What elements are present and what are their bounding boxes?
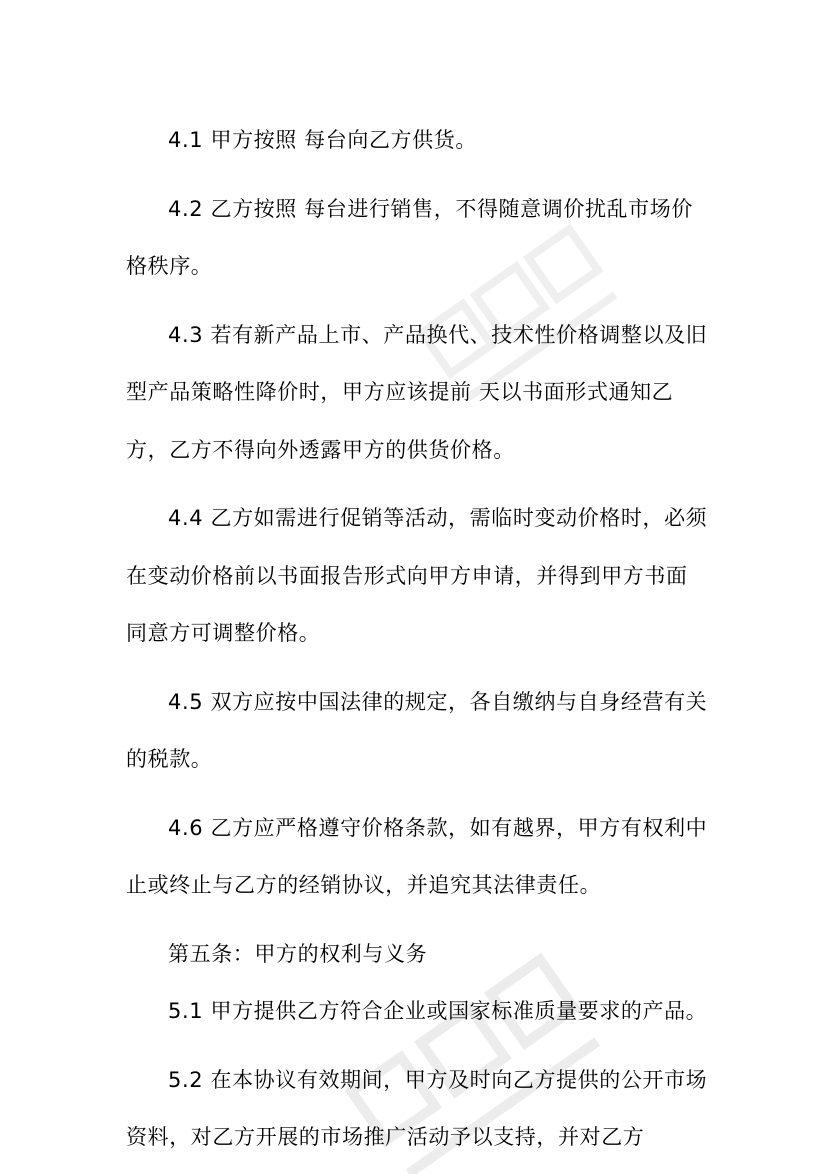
paragraph-4-3: 4.3 若有新产品上市、产品换代、技术性价格调整以及旧型产品策略性降价时，甲方应该提前 天以书面形式通知乙方，乙方不得向外透露甲方的供货价格。 bbox=[126, 322, 708, 462]
paragraph-4-4: 4.4 乙方如需进行促销等活动，需临时变动价格时，必须在变动价格前以书面报告形式向甲方申请，并得到甲方书面同意方可调整价格。 bbox=[126, 506, 708, 645]
paragraph-5-2: 5.2 在本协议有效期间，甲方及时向乙方提供的公开市场资料，对乙方开展的市场推广活动予以支持，并对乙方 bbox=[126, 1067, 708, 1149]
section-heading: 第五条：甲方的权利与义务 bbox=[168, 941, 428, 966]
paragraph-4-2: 4.2 乙方按照 每台进行销售，不得随意调价扰乱市场价格秩序。 bbox=[126, 196, 693, 278]
paragraph-4-1: 4.1 甲方按照 每台向乙方供货。 bbox=[168, 128, 477, 152]
document-body bbox=[126, 112, 708, 1167]
paragraph-5-1: 5.1 甲方提供乙方符合企业或国家标准质量要求的产品。 bbox=[168, 999, 708, 1023]
paragraph-4-6: 4.6 乙方应严格遵守价格条款，如有越界，甲方有权利中止或终止与乙方的经销协议，并追究其法律责任。 bbox=[126, 815, 708, 897]
paragraph-4-5: 4.5 双方应按中国法律的规定，各自缴纳与自身经营有关的税款。 bbox=[126, 689, 708, 771]
